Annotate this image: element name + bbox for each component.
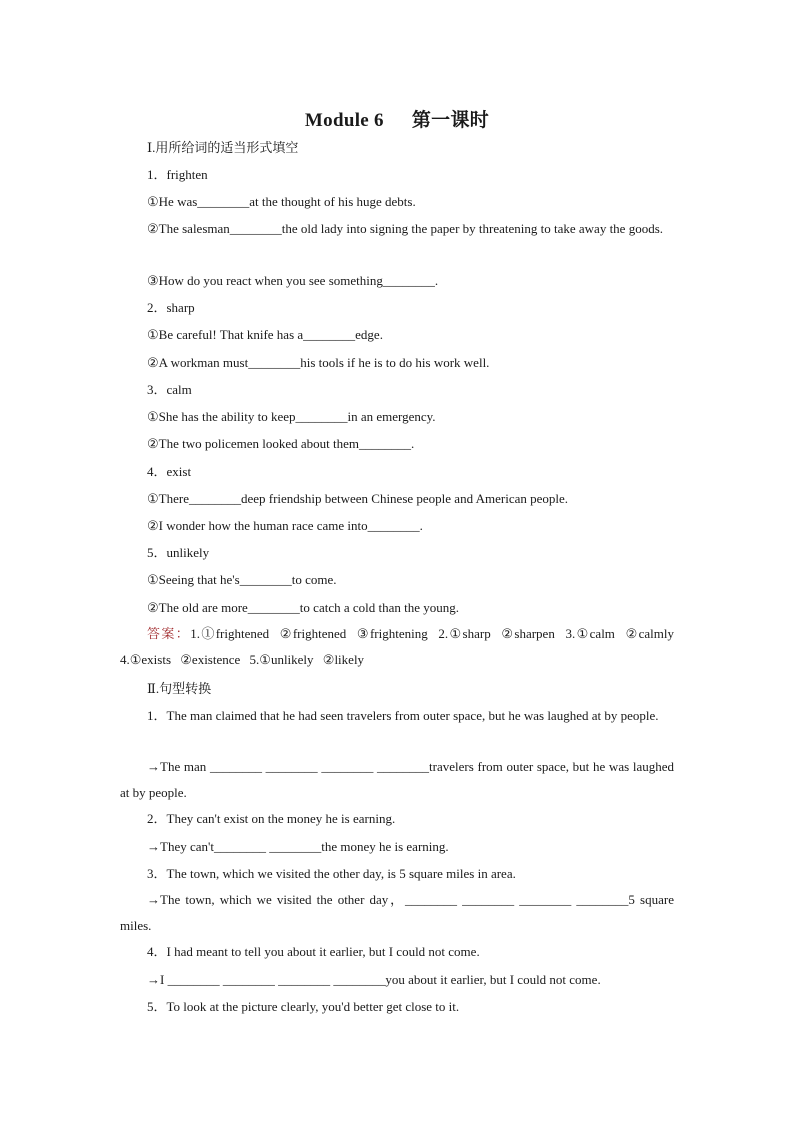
module-label: Module 6 — [304, 110, 384, 131]
answer-text: 1.①frightened ②frightened ③frightening 2.①sharp ②sharpen 3.①calm ②calmly 4.①exists ②existence 5.①unlikely ②likely — [120, 626, 674, 667]
transform-question: 3．The town, which we visited the other day, is 5 square miles in area. — [147, 866, 516, 881]
exercise-item: ①There________deep friendship between Chinese people and American people. — [147, 491, 569, 506]
exercise-item: ②The two policemen looked about them________. — [147, 436, 415, 451]
exercise-item: ②The old are more________to catch a cold than the young. — [147, 600, 460, 615]
answer-key — [120, 621, 674, 673]
transform-answer: →The man ________ ________ ________ ________travelers from outer space, but he was laughed at by people. — [120, 759, 674, 800]
transform-answer: →I ________ ________ ________ ________you about it earlier, but I could not come. — [147, 972, 601, 987]
word-heading-sharp: 2．sharp — [147, 300, 195, 315]
transform-answer: →The town, which we visited the other day，________ ________ ________ ________5 square miles. — [120, 892, 674, 933]
word-heading-frighten: 1．frighten — [147, 167, 208, 182]
word-heading-unlikely: 5．unlikely — [147, 545, 210, 560]
exercise-item: ①Be careful! That knife has a________edge. — [147, 327, 383, 342]
word-heading-calm: 3．calm — [147, 382, 192, 397]
section2-heading: Ⅱ.句型转换 — [147, 681, 212, 696]
exercise-item: ③How do you react when you see something________. — [147, 273, 439, 288]
transform-question: 4．I had meant to tell you about it earlier, but I could not come. — [147, 944, 480, 959]
exercise-item: ②The salesman________the old lady into signing the paper by threatening to take away the goods. — [147, 221, 664, 236]
lesson-label: 第一课时 — [411, 110, 490, 131]
exercise-item: ①He was________at the thought of his huge debts. — [147, 194, 416, 209]
word-heading-exist: 4．exist — [147, 464, 192, 479]
transform-answer: →They can't________ ________the money he is earning. — [147, 839, 449, 854]
page-title — [0, 105, 794, 132]
transform-question: 1．The man claimed that he had seen travelers from outer space, but he was laughed at by people. — [147, 708, 659, 723]
transform-question: 5．To look at the picture clearly, you'd better get close to it. — [147, 999, 460, 1014]
exercise-item: ①Seeing that he's________to come. — [147, 572, 337, 587]
answer-label: 答案： — [147, 626, 191, 641]
transform-question: 2．They can't exist on the money he is earning. — [147, 811, 396, 826]
exercise-item: ②I wonder how the human race came into________. — [147, 518, 423, 533]
exercise-item: ②A workman must________his tools if he is to do his work well. — [147, 355, 490, 370]
exercise-item: ①She has the ability to keep________in an emergency. — [147, 409, 436, 424]
section1-heading: Ⅰ.用所给词的适当形式填空 — [147, 140, 299, 155]
